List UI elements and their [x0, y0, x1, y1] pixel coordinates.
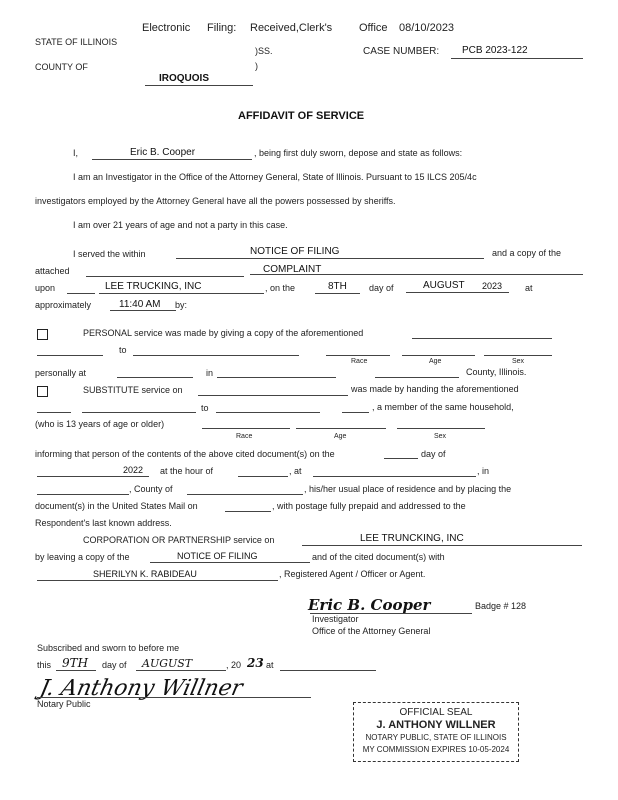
substitute-day-of: day of: [421, 449, 446, 459]
notary-month-handwritten: AUGUST: [142, 657, 193, 670]
copy-of-the: and a copy of the: [492, 248, 562, 258]
filing-stamp-office: Office: [359, 22, 388, 34]
sworn-text: , being first duly sworn, depose and state as follows:: [254, 148, 463, 158]
notary-day-handwritten: 9TH: [62, 656, 89, 670]
notary-at-line: [280, 670, 376, 671]
substitute-race-line: [202, 428, 290, 429]
personally-at-line: [117, 377, 193, 378]
ss-label: )SS.: [255, 46, 273, 56]
case-number-line: [451, 58, 583, 59]
notary-month-line: [136, 670, 226, 671]
substitute-in: , in: [477, 466, 490, 476]
substitute-service-text: SUBSTITUTE service on: [83, 385, 183, 395]
service-year: 2023: [482, 281, 503, 291]
investigator-title: Investigator: [312, 614, 359, 624]
investigator-office: Office of the Attorney General: [312, 626, 431, 636]
subscribed-sworn: Subscribed and sworn to before me: [37, 643, 180, 653]
upon-line-short: [67, 293, 95, 294]
personal-to: to: [119, 345, 127, 355]
served-document-line: [176, 258, 484, 259]
notary-this: this: [37, 660, 52, 670]
corporation-and-cited: and of the cited document(s) with: [312, 552, 445, 562]
corporation-document: NOTICE OF FILING: [177, 551, 258, 561]
state-label: STATE OF ILLINOIS: [35, 37, 118, 47]
seal-line-official: OFFICIAL SEAL: [399, 707, 473, 718]
corporation-service-text: CORPORATION OR PARTNERSHIP service on: [83, 535, 275, 545]
service-month: AUGUST: [423, 280, 465, 291]
substitute-member: , a member of the same household,: [372, 402, 514, 412]
county-name: IROQUOIS: [159, 73, 210, 84]
para-investigator-1: I am an Investigator in the Office of the Attorney General, State of Illinois. Pursuant to 15 ILCS 205/4c: [73, 172, 477, 182]
personal-line-2: [37, 355, 103, 356]
substitute-county-line: [187, 494, 303, 495]
corporation-leaving: by leaving a copy of the: [35, 552, 130, 562]
seal-line-state: NOTARY PUBLIC, STATE OF ILLINOIS: [365, 733, 507, 742]
personal-to-line: [133, 355, 299, 356]
served-party-line: [99, 293, 264, 294]
personal-county-line: [375, 377, 459, 378]
notary-year-handwritten: 23: [247, 656, 264, 670]
substitute-mail-line: [225, 511, 271, 512]
seal-line-commission: MY COMMISSION EXPIRES 10-05-2024: [362, 745, 510, 754]
substitute-line-2c: [342, 412, 369, 413]
substitute-at-line: [313, 476, 476, 477]
filing-stamp-electronic: Electronic: [142, 22, 191, 34]
substitute-line-2b: [82, 412, 196, 413]
approximately-label: approximately: [35, 300, 92, 310]
notary-year-prefix: , 20: [226, 660, 242, 670]
notary-day-of: day of: [102, 660, 127, 670]
caption-paren: ): [255, 61, 258, 71]
substitute-postage: , with postage fully prepaid and addressed to the: [272, 501, 466, 511]
service-day: 8TH: [328, 281, 347, 292]
substitute-usual-place: , his/her usual place of residence and by placing the: [304, 484, 512, 494]
affiant-name: Eric B. Cooper: [130, 147, 196, 158]
personal-line-1: [412, 338, 552, 339]
para-investigator-2: investigators employed by the Attorney General have all the powers possessed by sheriffs.: [35, 196, 396, 206]
affiant-line: [92, 159, 252, 160]
substitute-line-2a: [37, 412, 71, 413]
corporation-document-line: [150, 562, 310, 563]
notary-signature: J. Anthony Willner: [37, 676, 245, 701]
served-party: LEE TRUCKING, INC: [105, 281, 202, 292]
on-the-label: , on the: [265, 283, 296, 293]
substitute-last-known: Respondent's last known address.: [35, 518, 172, 528]
corporation-entity-line: [302, 545, 582, 546]
substitute-on-line: [198, 395, 348, 396]
substitute-line-4a: [37, 494, 129, 495]
personal-in-line: [217, 377, 336, 378]
substitute-sex-line: [397, 428, 485, 429]
service-time: 11:40 AM: [119, 299, 161, 310]
substitute-race-label: Race: [236, 433, 253, 440]
substitute-handing: was made by handing the aforementioned: [351, 384, 519, 394]
notary-official-seal: [353, 702, 519, 762]
attached-label: attached: [35, 266, 70, 276]
substitute-hour: at the hour of: [160, 466, 214, 476]
substitute-to-line: [216, 412, 320, 413]
substitute-to: to: [201, 403, 209, 413]
day-of-label: day of: [369, 283, 394, 293]
notary-at: at: [266, 660, 274, 670]
substitute-informing-line: [384, 458, 418, 459]
filing-stamp-filing: Filing:: [207, 22, 237, 34]
personal-sex-label: Sex: [512, 358, 525, 365]
substitute-age-line: [296, 428, 386, 429]
substitute-at: , at: [289, 466, 302, 476]
substitute-who-is: (who is 13 years of age or older): [35, 419, 165, 429]
county-line: [145, 85, 253, 86]
county-label: COUNTY OF: [35, 62, 88, 72]
personal-race-label: Race: [351, 358, 368, 365]
corporation-agent-line: [37, 580, 278, 581]
case-number: PCB 2023-122: [462, 45, 528, 56]
service-day-line: [315, 293, 360, 294]
personal-service-checkbox[interactable]: [37, 329, 48, 340]
filing-stamp-received: Received,Clerk's: [250, 22, 333, 34]
seal-line-name: J. ANTHONY WILLNER: [376, 719, 496, 731]
affiant-i: I,: [73, 148, 79, 158]
attached-line-1: [86, 276, 244, 277]
corporation-agent-name: SHERILYN K. RABIDEAU: [93, 569, 197, 579]
at-label: at: [525, 283, 533, 293]
upon-label: upon: [35, 283, 56, 293]
corporation-agent-title: , Registered Agent / Officer or Agent.: [279, 569, 426, 579]
substitute-mail-on: document(s) in the United States Mail on: [35, 501, 198, 511]
substitute-informing: informing that person of the contents of the above cited document(s) on the: [35, 449, 335, 459]
notary-public-label: Notary Public: [37, 699, 91, 709]
substitute-year-line: [37, 476, 149, 477]
personal-county-illinois: County, Illinois.: [466, 367, 527, 377]
substitute-age-label: Age: [334, 433, 347, 440]
personal-in-label: in: [206, 368, 214, 378]
para-over-21: I am over 21 years of age and not a party in this case.: [73, 220, 288, 230]
attachment-name: COMPLAINT: [263, 264, 322, 275]
corporation-entity: LEE TRUNCKING, INC: [360, 533, 464, 544]
service-time-line: [110, 310, 176, 311]
served-document: NOTICE OF FILING: [250, 246, 340, 257]
substitute-county-of: , County of: [129, 484, 173, 494]
substitute-sex-label: Sex: [434, 433, 447, 440]
investigator-signature: Eric B. Cooper: [308, 596, 431, 614]
served-within-label: I served the within: [73, 249, 146, 259]
notary-signature-line: [37, 697, 311, 698]
substitute-hour-line: [238, 476, 288, 477]
filing-stamp-date: 08/10/2023: [399, 22, 455, 34]
case-number-label: CASE NUMBER:: [363, 46, 440, 57]
substitute-year: 2022: [123, 465, 144, 475]
by-label: by:: [175, 300, 188, 310]
personal-age-label: Age: [429, 358, 442, 365]
personal-service-text: PERSONAL service was made by giving a copy of the aforementioned: [83, 328, 364, 338]
document-title: AFFIDAVIT OF SERVICE: [238, 110, 365, 122]
service-month-line: [406, 292, 509, 293]
badge-number: Badge # 128: [475, 601, 527, 611]
personally-at-label: personally at: [35, 368, 87, 378]
substitute-service-checkbox[interactable]: [37, 386, 48, 397]
notary-day-line: [56, 670, 96, 671]
attachment-line: [250, 274, 583, 275]
